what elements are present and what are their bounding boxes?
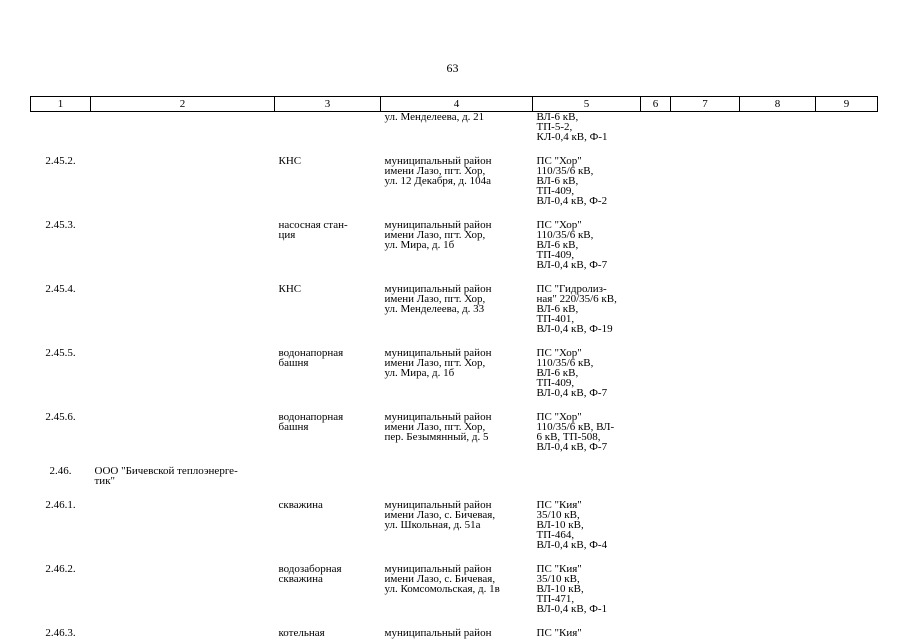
column-header-1: 1 — [31, 97, 91, 112]
column-header-8: 8 — [740, 97, 816, 112]
power-supply-cell: ПС "Гидролиз- ная" 220/35/6 кВ, ВЛ-6 кВ, ТП-401, ВЛ-0,4 кВ, Ф-19 — [536, 283, 617, 335]
address-cell: муниципальный район — [384, 627, 492, 639]
address-cell: муниципальный район имени Лазо, пгт. Хор, ул. 12 Декабря, д. 104а — [384, 155, 492, 187]
table-row — [31, 564, 878, 614]
column-header-7: 7 — [671, 97, 740, 112]
object-cell: водонапорная башня — [278, 347, 344, 369]
table-row — [31, 284, 878, 334]
power-supply-cell: ПС "Хор" 110/35/6 кВ, ВЛ-6 кВ, ТП-409, ВЛ-0,4 кВ, Ф-7 — [536, 219, 608, 271]
address-cell: муниципальный район имени Лазо, с. Бичевая, ул. Школьная, д. 51а — [384, 499, 496, 531]
facilities-table — [30, 96, 878, 638]
row-number: 2.46. — [49, 465, 72, 477]
object-cell: насосная стан- ция — [278, 219, 348, 241]
organization-cell — [91, 500, 275, 550]
row-number: 2.46.2. — [45, 563, 76, 575]
address-cell: муниципальный район имени Лазо, пгт. Хор, пер. Безымянный, д. 5 — [384, 411, 492, 443]
table-row — [31, 348, 878, 398]
power-supply-cell: ПС "Кия" 35/10 кВ, ВЛ-10 кВ, ТП-464, ВЛ-0,4 кВ, Ф-4 — [536, 499, 608, 551]
power-supply-cell: ПС "Кия" — [536, 627, 582, 639]
organization-cell — [91, 412, 275, 452]
object-cell — [275, 466, 381, 486]
column-header-5: 5 — [533, 97, 641, 112]
column-number-header-row — [31, 97, 878, 112]
organization-cell — [91, 156, 275, 206]
table-row — [31, 112, 878, 143]
table-row — [31, 156, 878, 206]
power-supply-cell: ПС "Хор" 110/35/6 кВ, ВЛ- 6 кВ, ТП-508, ВЛ-0,4 кВ, Ф-7 — [536, 411, 615, 453]
row-number: 2.45.2. — [45, 155, 76, 167]
object-cell: водозаборная скважина — [278, 563, 342, 585]
column-header-3: 3 — [275, 97, 381, 112]
object-cell: КНС — [278, 283, 302, 295]
column-header-4: 4 — [381, 97, 533, 112]
organization-cell — [91, 220, 275, 270]
organization-cell — [91, 112, 275, 143]
object-cell: котельная — [278, 627, 325, 639]
object-cell: водонапорная башня — [278, 411, 344, 433]
address-cell: муниципальный район имени Лазо, с. Бичевая, ул. Комсомольская, д. 1в — [384, 563, 500, 595]
address-cell — [381, 466, 533, 486]
object-cell — [275, 112, 381, 143]
power-supply-cell — [533, 466, 641, 486]
row-number — [31, 112, 91, 143]
table-row — [31, 220, 878, 270]
row-number: 2.45.3. — [45, 219, 76, 231]
organization-cell: ООО "Бичевской теплоэнерге- тик" — [94, 465, 238, 487]
column-header-6: 6 — [641, 97, 671, 112]
object-cell: КНС — [278, 155, 302, 167]
power-supply-cell: ВЛ-6 кВ, ТП-5-2, КЛ-0,4 кВ, Ф-1 — [536, 111, 608, 143]
table-row — [31, 500, 878, 550]
table-row — [31, 628, 878, 638]
row-number: 2.46.3. — [45, 627, 76, 639]
table-row — [31, 466, 878, 486]
organization-cell — [91, 564, 275, 614]
row-number: 2.45.5. — [45, 347, 76, 359]
organization-cell — [91, 284, 275, 334]
power-supply-cell: ПС "Хор" 110/35/6 кВ, ВЛ-6 кВ, ТП-409, ВЛ-0,4 кВ, Ф-2 — [536, 155, 608, 207]
address-cell: муниципальный район имени Лазо, пгт. Хор, ул. Мира, д. 1б — [384, 347, 492, 379]
address-cell: ул. Менделеева, д. 21 — [384, 111, 485, 123]
column-header-9: 9 — [816, 97, 878, 112]
organization-cell — [91, 348, 275, 398]
row-number: 2.45.4. — [45, 283, 76, 295]
address-cell: муниципальный район имени Лазо, пгт. Хор, ул. Менделеева, д. 33 — [384, 283, 492, 315]
power-supply-cell: ПС "Хор" 110/35/6 кВ, ВЛ-6 кВ, ТП-409, ВЛ-0,4 кВ, Ф-7 — [536, 347, 608, 399]
power-supply-cell: ПС "Кия" 35/10 кВ, ВЛ-10 кВ, ТП-471, ВЛ-0,4 кВ, Ф-1 — [536, 563, 608, 615]
page-number: 63 — [446, 61, 459, 75]
organization-cell — [91, 628, 275, 638]
table-row — [31, 412, 878, 452]
row-number: 2.46.1. — [45, 499, 76, 511]
object-cell: скважина — [278, 499, 323, 511]
column-header-2: 2 — [91, 97, 275, 112]
address-cell: муниципальный район имени Лазо, пгт. Хор, ул. Мира, д. 1б — [384, 219, 492, 251]
row-number: 2.45.6. — [45, 411, 76, 423]
